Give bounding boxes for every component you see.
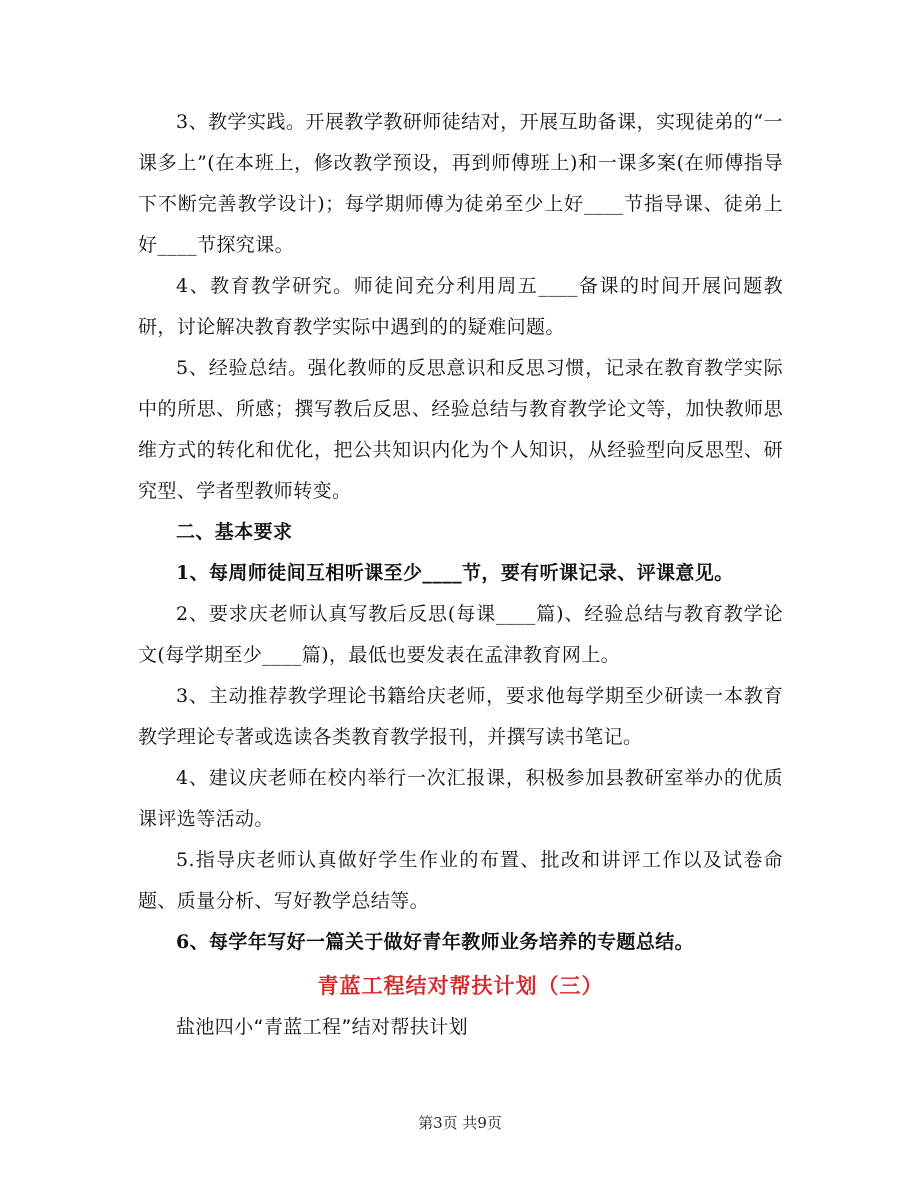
paragraph-teaching-practice: 3、教学实践。开展教学教研师徒结对，开展互助备课，实现徒弟的“一课多上”(在本班上，修改教学预设，再到师傅班上)和一课多案(在师傅指导下不断完善教学设计)；每学期师傅为徒弟至少上好____节指导课、徒弟上好____节探究课。 <box>138 111 783 256</box>
requirement-5: 5.指导庆老师认真做好学生作业的布置、批改和讲评工作以及试卷命题、质量分析、写好教学总结等。 <box>138 849 783 912</box>
requirement-2: 2、要求庆老师认真写教后反思(每课____篇)、经验总结与教育教学论文(每学期至少____篇)，最低也要发表在孟津教育网上。 <box>138 603 783 666</box>
paragraph-experience-summary: 5、经验总结。强化教师的反思意识和反思习惯，记录在教育教学实际中的所思、所感；撰写教后反思、经验总结与教育教学论文等，加快教师思维方式的转化和优化，把公共知识内化为个人知识，从经验型向反思型、研究型、学者型教师转变。 <box>138 357 783 502</box>
plan-subtitle: 盐池四小“青蓝工程”结对帮扶计划 <box>176 1016 469 1038</box>
plan-title-three: 青蓝工程结对帮扶计划（三） <box>317 973 604 998</box>
section-heading-basic-requirements: 二、基本要求 <box>176 521 293 543</box>
document-body <box>138 102 783 1048</box>
requirement-4: 4、建议庆老师在校内举行一次汇报课，积极参加县教研室举办的优质课评选等活动。 <box>138 767 783 830</box>
requirement-6: 6、每学年写好一篇关于做好青年教师业务培养的专题总结。 <box>176 931 695 953</box>
requirement-3: 3、主动推荐教学理论书籍给庆老师，要求他每学期至少研读一本教育教学理论专著或选读各类教育教学报刊，并撰写读书笔记。 <box>138 685 783 748</box>
requirement-1: 1、每周师徒间互相听课至少____节，要有听课记录、评课意见。 <box>176 562 734 584</box>
paragraph-teaching-research: 4、教育教学研究。师徒间充分利用周五____备课的时间开展问题教研，讨论解决教育教学实际中遇到的的疑难问题。 <box>138 275 783 338</box>
page-footer: 第3页 共9页 <box>418 1114 502 1132</box>
